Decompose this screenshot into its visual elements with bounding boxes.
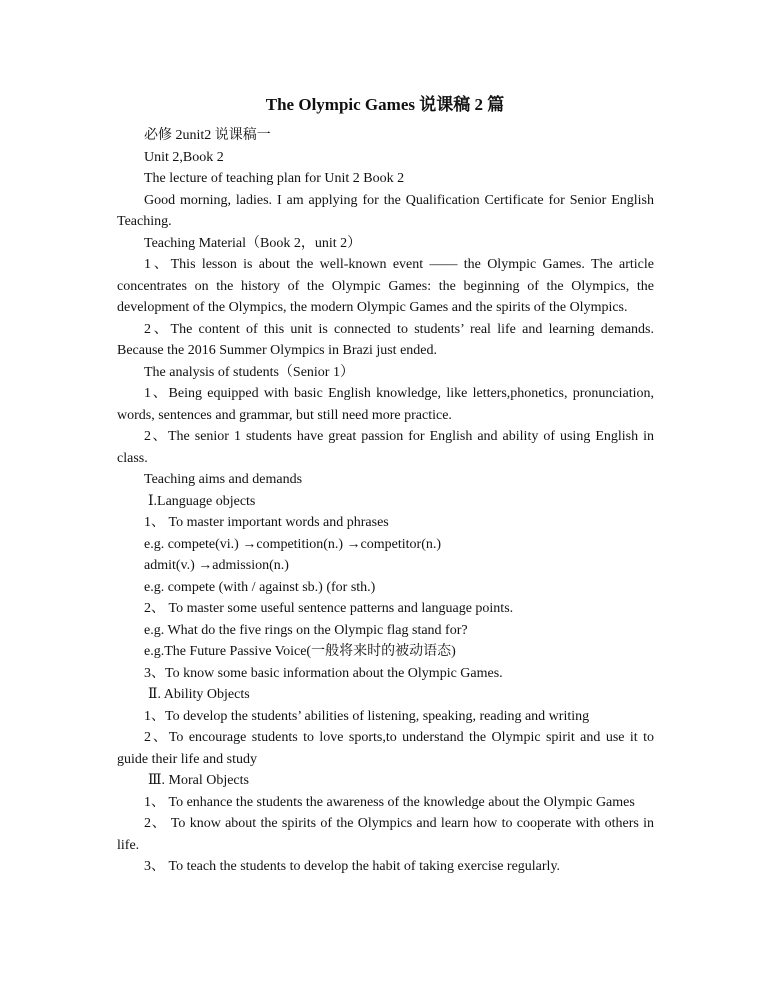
paragraph: 1、Being equipped with basic English knowledge, like letters,phonetics, pronunciation, words, sentences and grammar, but still need more practice. xyxy=(117,386,654,423)
paragraph: Ⅲ. Moral Objects xyxy=(148,773,249,788)
paragraph: 2、The senior 1 students have great passion for English and ability of using English in class. xyxy=(117,429,654,466)
paragraph: Teaching Material（Book 2，unit 2） xyxy=(144,235,362,251)
paragraph: 3、To know some basic information about the Olympic Games. xyxy=(144,665,503,681)
paragraph: Good morning, ladies. I am applying for the Qualification Certificate for Senior English Teaching. xyxy=(117,192,654,229)
paragraph: 1、 To master important words and phrases xyxy=(144,515,389,530)
paragraph: The analysis of students（Senior 1） xyxy=(144,364,354,380)
paragraph: 2、 To master some useful sentence patterns and language points. xyxy=(144,601,514,616)
paragraph: Teaching aims and demands xyxy=(144,472,303,487)
paragraph: 1、 To enhance the students the awareness of the knowledge about the Olympic Games xyxy=(144,794,635,810)
paragraph: 2、 To know about the spirits of the Olympics and learn how to cooperate with others in life. xyxy=(117,816,654,853)
paragraph: Ⅰ.Language objects xyxy=(148,493,256,509)
document-body xyxy=(117,125,654,878)
paragraph: e.g. What do the five rings on the Olympic flag stand for? xyxy=(144,622,468,638)
paragraph: admit(v.) →admission(n.) xyxy=(144,558,289,573)
paragraph: 必修 2unit2 说课稿一 xyxy=(144,128,271,143)
paragraph: Ⅱ. Ability Objects xyxy=(148,687,250,702)
document-title: The Olympic Games 说课稿 2 篇 xyxy=(265,95,505,114)
paragraph: 1、This lesson is about the well-known event —— the Olympic Games. The article concentrates on the history of the Olympic Games: the beginning of the Olympics, the development of the Olympics, the modern Olympic Games and the spirits of the Olympics. xyxy=(117,257,654,315)
paragraph: The lecture of teaching plan for Unit 2 Book 2 xyxy=(144,171,405,186)
paragraph: e.g. compete(vi.) →competition(n.) →competitor(n.) xyxy=(144,536,442,552)
paragraph: Unit 2,Book 2 xyxy=(144,149,224,165)
paragraph: e.g. compete (with / against sb.) (for sth.) xyxy=(144,579,376,595)
paragraph: 2、To encourage students to love sports,to understand the Olympic spirit and use it to guide their life and study xyxy=(117,730,654,767)
paragraph: 2、The content of this unit is connected to students’ real life and learning demands. Because the 2016 Summer Olympics in Brazi just ended. xyxy=(117,321,654,358)
paragraph: e.g.The Future Passive Voice(一般将来时的被动语态) xyxy=(144,644,456,659)
paragraph: 1、To develop the students’ abilities of listening, speaking, reading and writing xyxy=(144,708,590,724)
paragraph: 3、 To teach the students to develop the habit of taking exercise regularly. xyxy=(144,859,561,874)
